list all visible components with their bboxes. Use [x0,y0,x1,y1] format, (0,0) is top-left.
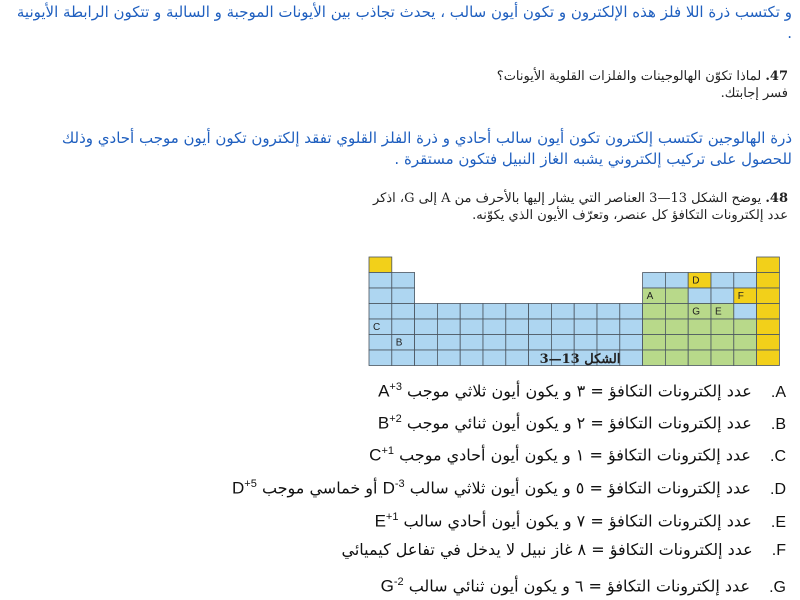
element-cell-d [688,273,711,289]
option-d [232,473,786,501]
element-cell [665,304,688,320]
element-cell [551,319,574,335]
element-cell [529,335,552,351]
element-cell [369,288,392,304]
element-cell [369,273,392,289]
element-cell [529,319,552,335]
element-cell [437,350,460,366]
element-cell-g [688,304,711,320]
element-cell [460,319,483,335]
element-cell [711,319,734,335]
element-cell [597,304,620,320]
option-text: عدد إلكترونات التكافؤ = ٥ و يكون أيون ثلاثي سالب [409,478,751,498]
element-cell [688,319,711,335]
element-cell [415,350,438,366]
element-cell [529,304,552,320]
svg-text:C: C [373,322,381,333]
option-text: عدد إلكترونات التكافؤ = ١ و يكون أيون أحادي موجب [399,445,751,465]
element-cell [574,335,597,351]
element-cell [369,335,392,351]
element-cell-a [643,288,666,304]
element-cell [506,319,529,335]
element-cell [734,304,757,320]
element-cell [415,304,438,320]
element-cell [643,335,666,351]
svg-text:B: B [395,337,403,349]
element-cell [369,350,392,366]
element-cell-f [734,288,757,304]
element-cell [688,335,711,351]
option-e [375,506,786,534]
option-g [381,571,786,599]
element-cell [643,273,666,289]
option-text: عدد إلكترونات التكافؤ = ٢ و يكون أيون ثنائي موجب [406,413,752,433]
figure-caption: الشكل 13—3 [539,352,621,367]
element-cell [688,350,711,366]
question-47-number: 47. [765,69,788,84]
ion-symbol: $A^{+3}$ [378,381,402,401]
element-cell [757,288,780,304]
ion-symbol: $D^{-3}$ [382,478,405,498]
element-cell [597,335,620,351]
element-cell [437,304,460,320]
question-47-text: لماذا تكوّن الهالوجينات والفلزات القلوية الأيونات؟ فسر إجابتك. [496,69,788,101]
question-48 [358,190,788,224]
element-cell [757,335,780,351]
option-a [378,376,786,404]
ion-symbol: $E^{+1}$ [374,511,399,531]
option-text: عدد إلكترونات التكافؤ = ٦ و يكون أيون ثنائي سالب [408,576,750,596]
element-cell [483,304,506,320]
ion-symbol: $G^{-2}$ [380,576,404,596]
option-text: عدد إلكترونات التكافؤ = ٨ غاز نبيل لا يدخل في تفاعل كيميائي [341,540,753,559]
element-cell [757,319,780,335]
option-letter: E. [770,513,786,531]
element-cell [665,288,688,304]
element-cell [711,350,734,366]
element-cell [392,304,415,320]
element-cell [734,350,757,366]
element-cell [643,304,666,320]
element-cell [460,335,483,351]
question-48-text: يوضح الشكل 13—3 العناصر التي يشار إليها بالأحرف من A إلى G، اذكر عدد إلكترونات التكافؤ كل عنصر، وتعرّف الأيون الذي يكوّنه. [372,191,788,223]
element-cell [665,319,688,335]
option-letter: G. [769,578,786,596]
answer-47-text: ذرة الهالوجين تكتسب إلكترون تكون أيون سالب أحادي و ذرة الفلز القلوي تفقد إلكترون تكون أيون موجب أحادي وذلك للحصول على تركيب إلكتروني يشبه الغاز النبيل فتكون مستقرة . [61,129,792,168]
element-cell [437,319,460,335]
element-cell [711,288,734,304]
element-cell [757,350,780,366]
element-cell [415,335,438,351]
option-letter: D. [769,480,786,498]
element-cell [483,335,506,351]
element-cell [460,350,483,366]
element-cell [597,319,620,335]
element-cell-c [369,319,392,335]
option-f [342,539,787,562]
element-cell [757,304,780,320]
element-cell [506,304,529,320]
element-cell-b [392,335,415,351]
element-cell [369,304,392,320]
element-cell [369,257,392,273]
element-cell [574,319,597,335]
element-cell [734,319,757,335]
element-cell [711,273,734,289]
element-cell-e [711,304,734,320]
element-cell [437,335,460,351]
element-cell [392,288,415,304]
element-cell [620,319,643,335]
element-cell [757,273,780,289]
element-cell [551,335,574,351]
element-cell [734,335,757,351]
element-cell [734,273,757,289]
option-text-2: أو خماسي موجب [261,478,378,498]
element-cell [460,304,483,320]
option-letter: F. [771,542,786,559]
option-letter: B. [770,415,786,433]
element-cell [757,257,780,273]
question-48-number: 48. [765,191,788,206]
option-letter: A. [770,383,786,401]
element-cell [506,335,529,351]
option-c [369,440,786,468]
element-cell [392,273,415,289]
option-b [378,408,786,436]
element-cell [665,335,688,351]
svg-text:D: D [692,275,700,287]
option-text: عدد إلكترونات التكافؤ = ٧ و يكون أيون أحادي سالب [403,511,752,531]
element-cell [643,319,666,335]
element-cell [711,335,734,351]
element-cell [392,319,415,335]
element-cell [620,335,643,351]
ion-symbol: $C^{+1}$ [369,445,394,465]
ion-symbol-2: $D^{+5}$ [232,478,257,498]
element-cell [574,304,597,320]
svg-text:F: F [737,291,744,302]
element-cell [551,304,574,320]
element-cell [665,350,688,366]
ion-symbol: $B^{+2}$ [377,413,402,433]
element-cell [392,350,415,366]
question-47 [488,68,788,102]
element-cell [620,304,643,320]
element-cell [688,288,711,304]
option-letter: C. [769,447,786,465]
element-cell [483,319,506,335]
svg-text:G: G [692,306,700,318]
element-cell [415,319,438,335]
svg-text:E: E [715,306,722,318]
svg-text:A: A [646,291,654,302]
answer-46-text: و تكتسب ذرة اللا فلز هذه الإلكترون و تكون أيون سالب ، يحدث تجاذب بين الأيونات الموجبة و السالبة و تتكون الرابطة الأيونية . [16,3,792,42]
option-text: عدد إلكترونات التكافؤ = ٣ و يكون أيون ثلاثي موجب [407,381,752,401]
element-cell [665,273,688,289]
